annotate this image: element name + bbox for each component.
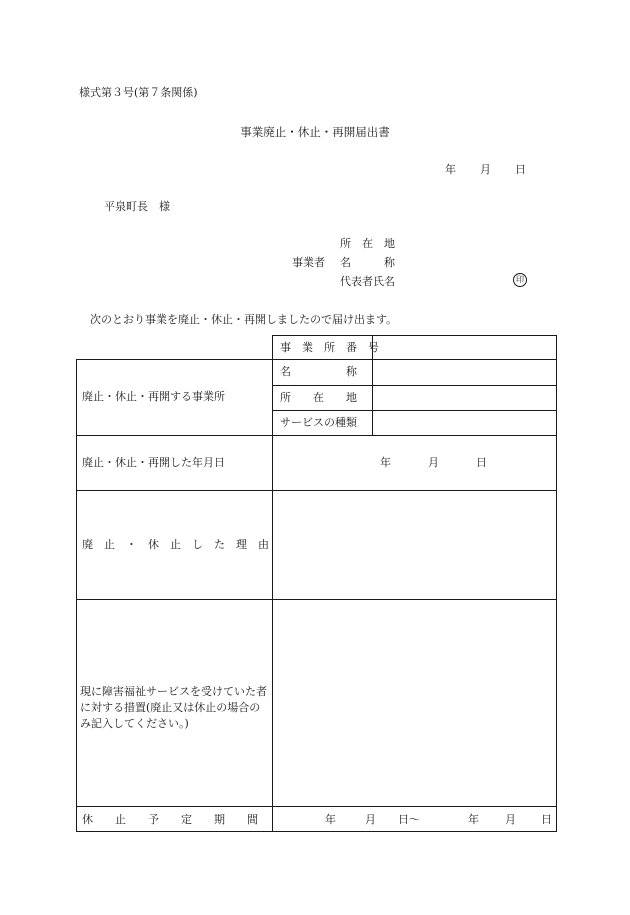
office-name-value[interactable] — [374, 360, 555, 384]
date-day-label: 日 — [515, 163, 526, 176]
table-rule — [76, 831, 556, 832]
change-date-day: 日 — [476, 456, 487, 469]
form-number: 様式第３号(第７条関係) — [79, 86, 198, 99]
table-rule — [76, 435, 556, 436]
addressee: 平泉町長 様 — [104, 200, 170, 213]
date-year-label: 年 — [445, 163, 456, 176]
period-from-month: 月 — [365, 813, 376, 826]
period-label: 休 止 予 定 期 間 — [82, 813, 258, 826]
period-to-day: 日 — [541, 813, 552, 826]
change-date-label: 廃止・休止・再開した年月日 — [82, 456, 225, 469]
period-to-month: 月 — [505, 813, 516, 826]
office-number-value[interactable] — [374, 336, 555, 359]
table-rule — [76, 599, 556, 600]
office-number-label: 事 業 所 番 号 — [280, 341, 379, 354]
document-title: 事業廃止・休止・再開届出書 — [240, 125, 390, 139]
office-address-value[interactable] — [374, 386, 555, 409]
table-rule — [76, 806, 556, 807]
applicant-address-label: 所 在 地 — [340, 237, 395, 250]
table-rule — [76, 359, 77, 832]
period-from-year: 年 — [325, 813, 336, 826]
service-type-value[interactable] — [374, 411, 555, 434]
table-rule — [76, 490, 556, 491]
change-date-month: 月 — [428, 456, 439, 469]
period-to-year: 年 — [468, 813, 479, 826]
table-rule — [272, 335, 273, 832]
office-group-label: 廃止・休止・再開する事業所 — [82, 390, 225, 403]
intro-text: 次のとおり事業を廃止・休止・再開しましたので届け出ます。 — [90, 313, 398, 326]
measures-label: 現に障害福祉サービスを受けていた者に対する措置(廃止又は休止の場合のみ記入してください。) — [80, 685, 267, 730]
applicant-rep-label: 代表者氏名 — [340, 275, 395, 288]
period-from-day: 日〜 — [398, 813, 420, 826]
office-address-label: 所 在 地 — [280, 391, 357, 404]
measures-value[interactable] — [274, 601, 555, 805]
office-name-label: 名 称 — [280, 365, 357, 378]
service-type-label: サービスの種類 — [280, 416, 357, 429]
date-month-label: 月 — [480, 163, 491, 176]
reason-value[interactable] — [274, 492, 555, 598]
reason-label: 廃 止 ・ 休 止 し た 理 由 — [82, 538, 269, 551]
applicant-name-label: 名 称 — [340, 256, 395, 269]
applicant-group-label: 事業者 — [292, 256, 325, 269]
seal-mark: 印 — [513, 273, 527, 287]
change-date-year: 年 — [380, 456, 391, 469]
table-rule — [556, 335, 557, 832]
